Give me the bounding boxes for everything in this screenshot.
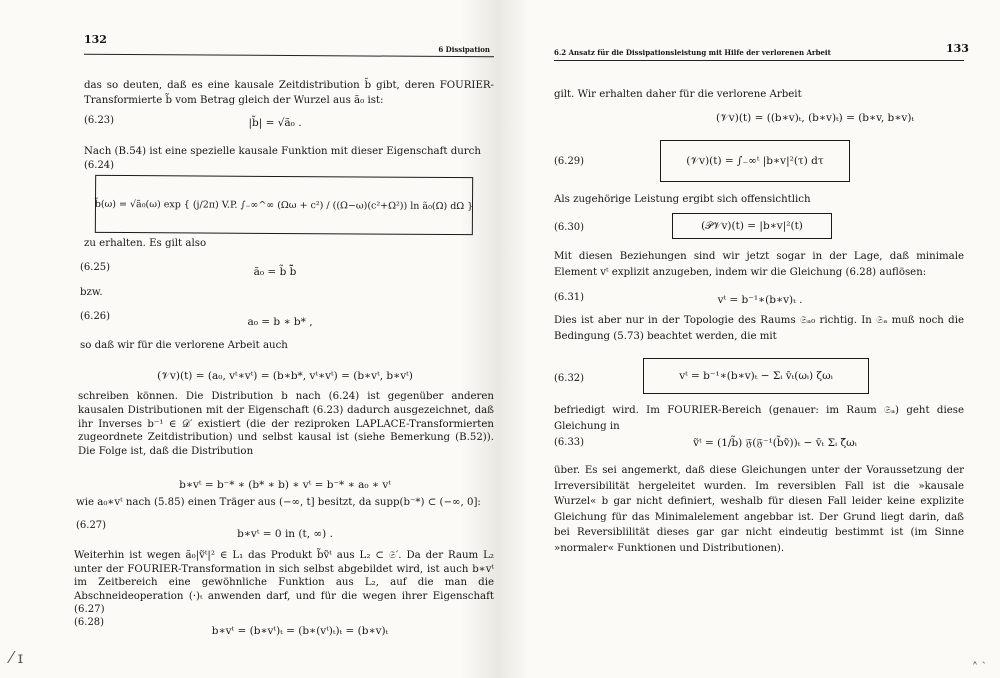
paragraph: Dies ist aber nur in der Topologie des Raums 𝔖ₐ₀ richtig. In 𝔖ₐ muß noch die Bedingung (5.73) beachtet werden, die mit <box>554 315 964 342</box>
equation-number: (6.33) <box>554 437 585 448</box>
equation: (𝒱v)(t) = ∫₋∞ᵗ |b∗v|²(τ) dτ <box>686 154 824 167</box>
equation-number: (6.24) <box>84 160 115 171</box>
header-rule <box>554 60 964 61</box>
equation-number: (6.25) <box>80 262 111 273</box>
equation-number: (6.30) <box>554 222 585 233</box>
equation-number: (6.31) <box>554 292 585 303</box>
paragraph: gilt. Wir erhalten daher für die verlorene Arbeit <box>554 89 802 100</box>
equation-number: (6.26) <box>80 311 111 322</box>
paragraph: Weiterhin ist wegen ã₀|ṽᵗ|² ∈ L₁ das Produkt b̃ṽᵗ aus L₂ ⊂ 𝔖′. Da der Raum L₂ unter der FOURIER-Transformation in sich selbst abgebildet wird, ist auch b∗vᵗ im Zeitbereich eine gewöhnliche Funktion aus L₂, auf die man die Abschneideoperation (·)ₜ anwenden darf, und für die wegen ihrer Eigenschaft (6.27) <box>74 550 494 616</box>
equation: a₀ = b ∗ b* , <box>247 316 313 328</box>
paragraph: Als zugehörige Leistung ergibt sich offensichtlich <box>554 194 811 205</box>
equation-number: (6.23) <box>84 115 115 126</box>
equation: vᵗ = b⁻¹∗(b∗v)ₜ − Σᵢ v̄ₜ(ωᵢ) ζωᵢ <box>679 370 833 382</box>
equation-number: (6.29) <box>554 156 585 167</box>
boxed-equation <box>660 140 850 182</box>
equation: ã₀ = b̃ b̃̄ <box>253 266 297 278</box>
running-head: 6.2 Ansatz für die Dissipationsleistung mit Hilfe der verlorenen Arbeit <box>554 48 831 57</box>
running-head: 6 Dissipation <box>438 45 490 54</box>
equation: |b̃| = √ã₀ . <box>248 117 302 129</box>
equation: b̃(ω) = √ã₀(ω) exp { (j/2π) V.P. ∫₋∞^∞ (Ωω + c²) / ((Ω−ω)(c²+Ω²)) ln ã₀(Ω) dΩ } <box>94 198 474 212</box>
paragraph: zu erhalten. Es gilt also <box>84 238 207 249</box>
page-number: 132 <box>84 33 107 46</box>
header-rule <box>84 54 494 58</box>
equation: b∗vᵗ = (b∗vᵗ)ₜ = (b∗(vᵗ)ₜ)ₜ = (b∗v)ₜ <box>211 625 389 637</box>
paragraph: befriedigt wird. Im FOURIER-Bereich (genauer: im Raum 𝔖ₐ) geht diese Gleichung in <box>554 405 964 432</box>
paragraph: bzw. <box>80 287 103 298</box>
equation-number: (6.27) <box>76 520 107 531</box>
page-number: 133 <box>946 42 969 55</box>
equation: (𝒫𝒱v)(t) = |b∗v|²(t) <box>701 219 803 232</box>
scan-smudge: ⁄ ɪ <box>10 648 23 667</box>
right-page <box>500 0 1000 678</box>
paragraph: Nach (B.54) ist eine spezielle kausale Funktion mit dieser Eigenschaft durch <box>84 146 481 157</box>
paragraph: schreiben können. Die Distribution b nach (6.24) ist gegenüber anderen kausalen Distributionen mit der Eigenschaft (6.23) dadurch ausgezeichnet, daß ihr Inverses b⁻¹ ∈ 𝒟′ existiert (die der reziproken LAPLACE-Transformierten zugeordnete Zeitdistribution) und selbst kausal ist (siehe Bemerkung (B.52)). Die Folge ist, daß die Distribution <box>78 391 494 458</box>
equation: vᵗ = b⁻¹∗(b∗v)ₜ . <box>717 294 803 306</box>
boxed-equation <box>643 358 869 394</box>
paragraph: wie a₀∗vᵗ nach (5.85) einen Träger aus (−∞, t] besitzt, da supp(b⁻*) ⊂ (−∞, 0]: <box>76 497 481 508</box>
equation: b∗vᵗ = 0 in (t, ∞) . <box>237 528 333 540</box>
paragraph: das so deuten, daß es eine kausale Zeitdistribution b̆ gibt, deren FOURIER-Transformierte b̃ vom Betrag gleich der Wurzel aus ã₀ ist: <box>84 80 494 106</box>
equation-number: (6.32) <box>554 373 585 384</box>
boxed-equation <box>95 175 473 235</box>
equation: b∗vᵗ = b⁻* ∗ (b* ∗ b) ∗ vᵗ = b⁻* ∗ a₀ ∗ vᵗ <box>179 479 391 491</box>
paragraph: über. Es sei angemerkt, daß diese Gleichungen unter der Voraussetzung der Irreversibilität hergeleitet wurden. Im reversiblen Fall ist die »kausale Wurzel« b gar nicht definiert, weshalb für diesen Fall leider keine explizite Gleichung für das Minimalelement angebbar ist. Der Grund liegt darin, daß bei Reversiblilität dieses gar gar nicht eindeutig bestimmt ist (im Sinne »normaler« Funktionen und Distributionen). <box>554 465 964 554</box>
scan-smudge: ˰ ˎ <box>972 650 986 664</box>
equation: ṽᵗ = (1/b̃) 𝔉(𝔉⁻¹(b̃ṽ))ₜ − v̄ₜ Σᵢ ζ̃ωᵢ <box>693 437 857 449</box>
paragraph: Mit diesen Beziehungen sind wir jetzt sogar in der Lage, daß minimale Element vᵗ explizit anzugeben, indem wir die Gleichung (6.28) auflösen: <box>554 251 964 278</box>
paragraph: so daß wir für die verlorene Arbeit auch <box>80 340 288 351</box>
equation: (𝒱v)(t) = (a₀, vᵗ∗vᵗ) = (b∗b*, vᵗ∗vᵗ) = (b∗vᵗ, b∗vᵗ) <box>157 370 413 382</box>
boxed-equation <box>672 213 832 239</box>
equation: (𝒱v)(t) = ((b∗v)ₜ, (b∗v)ₜ) = (b∗v, b∗v)ₜ <box>715 112 915 124</box>
equation-number: (6.28) <box>74 617 105 628</box>
